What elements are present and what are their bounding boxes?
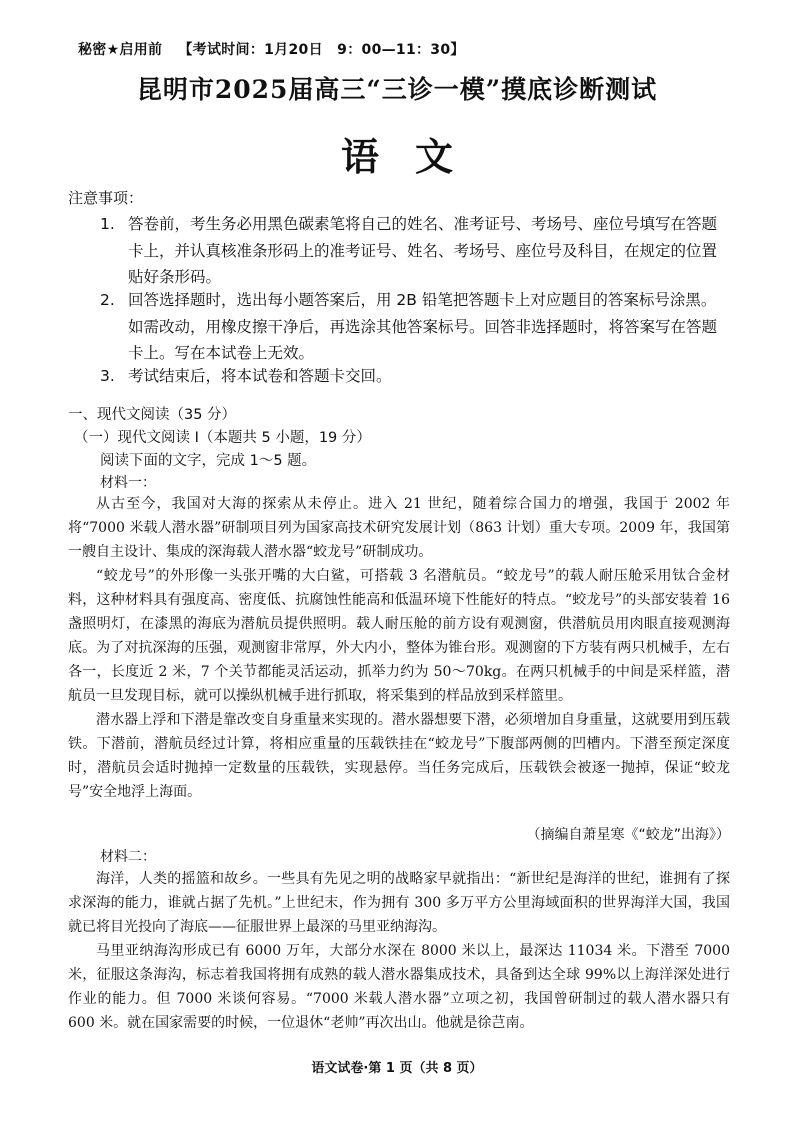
notice-item-2 — [100, 287, 730, 367]
notice-item-number: 1. — [100, 215, 115, 233]
header-line — [78, 39, 465, 59]
paragraph: 潜水器上浮和下潜是靠改变自身重量来实现的。潜水器想要下潜，必须增加自身重量，这就要用到压载铁。下潜前，潜航员经过计算，将相应重量的压载铁挂在“蛟龙号”下腹部两侧的凹槽内。下潜至预定深度时，潜航员会适时抛掉一定数量的压载铁，实现悬停。当任务完成后，压载铁会被逐一抛掉，保证“蛟龙号”安全地浮上海面。 — [68, 712, 730, 800]
paragraph: 马里亚纳海沟形成已有 6000 万年，大部分水深在 8000 米以上，最深达 11034 米。下潜至 7000 米，征服这条海沟，标志着我国将拥有成熟的载人潜水器集成技术，具备到达全球 99%以上海洋深处进行作业的能力。但 7000 米谈何容易。“7000 米载人潜水器”立项之初，我国曾研制过的载人潜水器只有 600 米。就在国家需要的时候，一位退休“老帅”再次出山。他就是徐芑南。 — [68, 943, 730, 1031]
notice-item-text: 考试结束后，将本试卷和答题卡交回。 — [128, 367, 392, 385]
subject-title: 语文 — [340, 134, 489, 179]
section-title: 一、现代文阅读（35 分） — [68, 407, 237, 423]
material-1-body — [68, 492, 730, 804]
notice-item-number: 3. — [100, 367, 115, 385]
material-1-label: 材料一： — [100, 475, 156, 491]
paragraph: 海洋，人类的摇篮和故乡。一些具有先见之明的战略家早就指出：“新世纪是海洋的世纪，谁拥有了探求深海的能力，谁就占据了先机。”上世纪末，作为拥有 300 多万平方公里海域面积的世界海洋大国，我国就已将目光投向了海底——征服世界上最深的马里亚纳海沟。 — [68, 871, 730, 935]
section-subtitle: （一）现代文阅读 I（本题共 5 小题，19 分） — [74, 430, 371, 446]
paragraph: “蛟龙号”的外形像一头张开嘴的大白鲨，可搭载 3 名潜航员。“蛟龙号”的载人耐压舱采用钛合金材料，这种材料具有强度高、密度低、抗腐蚀性能高和低温环境下性能好的特点。“蛟龙号”的头部安装着 16 盏照明灯，在漆黑的海底为潜航员提供照明。载人耐压舱的前方设有观测窗，供潜航员用肉眼直接观测海底。为了对抗深海的压强，观测窗非常厚，外大内小，整体为锥台形。观测窗的下方装有两只机械手，左右各一，长度近 2 米，7 个关节都能灵活运动，抓举力约为 50～70kg。在两只机械手的中间是采样篮，潜航员一旦发现目标，就可以操纵机械手进行抓取，将采集到的样品放到采样篮里。 — [68, 568, 730, 704]
exam-title: 昆明市2025届高三“三诊一模”摸底诊断测试 — [136, 75, 658, 104]
notice-item-text: 回答选择题时，选出每小题答案后，用 2B 铅笔把答题卡上对应题目的答案标号涂黑。如需改动，用橡皮擦干净后，再选涂其他答案标号。回答非选择题时，将答案写在答题卡上。写在本试卷上无效。 — [128, 291, 718, 362]
page-footer: 语文试卷·第 1 页（共 8 页） — [311, 1061, 483, 1076]
notice-item-1 — [100, 211, 730, 291]
notice-item-text: 答卷前，考生务必用黑色碳素笔将自己的姓名、准考证号、考场号、座位号填写在答题卡上，并认真核准条形码上的准考证号、姓名、考场号、座位号及科目，在规定的位置贴好条形码。 — [128, 215, 718, 286]
notice-title: 注意事项： — [68, 189, 144, 207]
material-1-source: （摘编自萧星寒《“蛟龙”出海》） — [526, 827, 730, 843]
material-2-label: 材料二： — [100, 849, 156, 865]
confidential-label: 秘密★启用前 — [78, 42, 163, 58]
exam-time: 【考试时间：1月20日 9：00—11：30】 — [178, 42, 465, 58]
notice-item-number: 2. — [100, 291, 115, 309]
notice-item-3 — [100, 363, 730, 390]
section-instruction: 阅读下面的文字，完成 1～5 题。 — [100, 453, 317, 469]
paragraph: 从古至今，我国对大海的探索从未停止。进入 21 世纪，随着综合国力的增强，我国于 2002 年将“7000 米载人潜水器”研制项目列为国家高技术研究发展计划（863 计划）重大专项。2009 年，我国第一艘自主设计、集成的深海载人潜水器“蛟龙号”研制成功。 — [68, 496, 730, 560]
material-2-body — [68, 867, 730, 1035]
